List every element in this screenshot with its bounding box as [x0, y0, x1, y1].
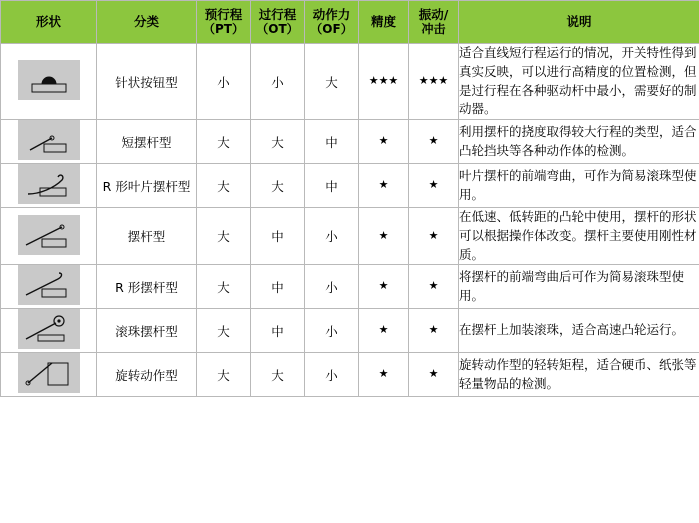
vibration-cell: ★: [409, 309, 459, 353]
vibration-cell: ★: [409, 164, 459, 208]
pretravel-cell: 大: [197, 265, 251, 309]
operatingforce-cell: 中: [305, 120, 359, 164]
accuracy-cell: ★: [359, 353, 409, 397]
operatingforce-cell: 大: [305, 44, 359, 120]
header-vibration-label: 振动/: [418, 6, 449, 22]
header-shape: [1, 1, 97, 44]
hinge-lever-switch-icon: [18, 215, 80, 255]
header-overtravel: [251, 1, 305, 44]
header-overtravel-label: 过行程: [258, 6, 297, 22]
table-row: [1, 208, 699, 265]
header-overtravel-sub: （OT）: [256, 22, 299, 37]
overtravel-cell: 中: [251, 309, 305, 353]
overtravel-cell: 中: [251, 265, 305, 309]
category-cell: R 形摆杆型: [97, 265, 197, 309]
header-description: [459, 1, 699, 44]
accuracy-cell: ★: [359, 120, 409, 164]
description-cell: 叶片摆杆的前端弯曲，可作为简易滚珠型使用。: [459, 164, 699, 208]
accuracy-cell: ★: [359, 208, 409, 265]
header-accuracy-label: 精度: [370, 14, 396, 30]
header-accuracy: [359, 1, 409, 44]
header-operatingforce: [305, 1, 359, 44]
description-cell: 旋转动作型的轻转矩程，适合硬币、纸张等轻量物品的检测。: [459, 353, 699, 397]
shape-cell: [1, 164, 97, 208]
table-body: [1, 44, 699, 397]
overtravel-cell: 中: [251, 208, 305, 265]
description-cell: 适合直线短行程运行的情况，开关特性得到真实反映，可以进行高精度的位置检测，但是过行程在各种驱动杆中最小，需要好的制动器。: [459, 44, 699, 120]
pretravel-cell: 大: [197, 120, 251, 164]
table-row: [1, 164, 699, 208]
header-operatingforce-label: 动作力: [312, 6, 351, 22]
vibration-cell: ★: [409, 208, 459, 265]
table-row: [1, 353, 699, 397]
shape-cell: [1, 44, 97, 120]
table-row: [1, 120, 699, 164]
header-row: [1, 1, 699, 44]
pretravel-cell: 大: [197, 164, 251, 208]
overtravel-cell: 大: [251, 353, 305, 397]
pin-plunger-switch-icon: [18, 60, 80, 100]
table-row: [1, 44, 699, 120]
r-hinge-lever-switch-icon: [18, 265, 80, 305]
description-cell: 利用摆杆的挠度取得较大行程的类型，适合凸轮挡块等各种动作体的检测。: [459, 120, 699, 164]
description-cell: 在摆杆上加装滚珠，适合高速凸轮运行。: [459, 309, 699, 353]
shape-cell: [1, 265, 97, 309]
operatingforce-cell: 中: [305, 164, 359, 208]
accuracy-cell: ★★★: [359, 44, 409, 120]
header-pretravel-sub: （PT）: [203, 22, 244, 37]
vibration-cell: ★: [409, 353, 459, 397]
rotary-actuator-switch-icon: [18, 353, 80, 393]
category-cell: 针状按钮型: [97, 44, 197, 120]
pretravel-cell: 大: [197, 309, 251, 353]
shape-cell: [1, 353, 97, 397]
table-row: [1, 265, 699, 309]
header-description-label: 说明: [566, 14, 592, 30]
pretravel-cell: 小: [197, 44, 251, 120]
header-pretravel: [197, 1, 251, 44]
pretravel-cell: 大: [197, 353, 251, 397]
category-cell: R 形叶片摆杆型: [97, 164, 197, 208]
header-category-label: 分类: [133, 14, 159, 30]
vibration-cell: ★★★: [409, 44, 459, 120]
overtravel-cell: 大: [251, 120, 305, 164]
header-pretravel-label: 预行程: [204, 6, 243, 22]
accuracy-cell: ★: [359, 265, 409, 309]
description-cell: 在低速、低转距的凸轮中使用，摆杆的形状可以根据操作体改变。摆杆主要使用刚性材质。: [459, 208, 699, 265]
header-shape-label: 形状: [35, 14, 61, 30]
category-cell: 短摆杆型: [97, 120, 197, 164]
operatingforce-cell: 小: [305, 265, 359, 309]
table-row: [1, 309, 699, 353]
header-operatingforce-sub: （OF）: [310, 22, 353, 37]
header-category: [97, 1, 197, 44]
accuracy-cell: ★: [359, 309, 409, 353]
r-leaf-lever-switch-icon: [18, 164, 80, 204]
vibration-cell: ★: [409, 265, 459, 309]
description-cell: 将摆杆的前端弯曲后可作为简易滚珠型使用。: [459, 265, 699, 309]
shape-cell: [1, 309, 97, 353]
category-cell: 摆杆型: [97, 208, 197, 265]
shape-cell: [1, 120, 97, 164]
header-vibration-sub: 冲击: [421, 22, 446, 37]
operatingforce-cell: 小: [305, 208, 359, 265]
accuracy-cell: ★: [359, 164, 409, 208]
overtravel-cell: 大: [251, 164, 305, 208]
pretravel-cell: 大: [197, 208, 251, 265]
shape-cell: [1, 208, 97, 265]
operatingforce-cell: 小: [305, 309, 359, 353]
header-vibration: [409, 1, 459, 44]
roller-lever-switch-icon: [18, 309, 80, 349]
vibration-cell: ★: [409, 120, 459, 164]
overtravel-cell: 小: [251, 44, 305, 120]
category-cell: 滚珠摆杆型: [97, 309, 197, 353]
short-hinge-lever-switch-icon: [18, 120, 80, 160]
operatingforce-cell: 小: [305, 353, 359, 397]
table-header: [1, 1, 699, 44]
category-cell: 旋转动作型: [97, 353, 197, 397]
